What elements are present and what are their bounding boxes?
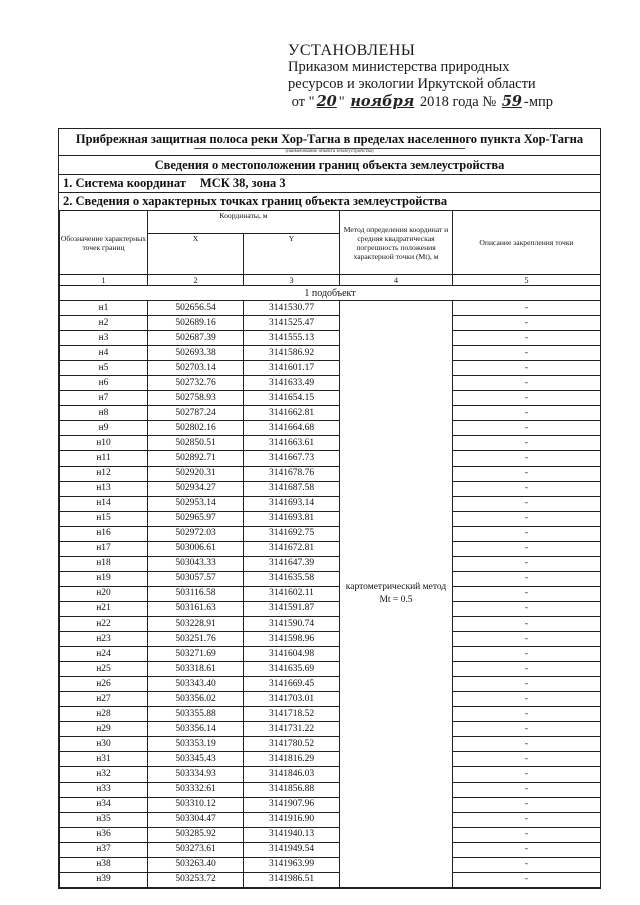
coord-x: 503343.40 bbox=[148, 677, 244, 692]
table-row bbox=[60, 511, 601, 526]
table-row bbox=[60, 541, 601, 556]
approval-title: УСТАНОВЛЕНЫ bbox=[288, 42, 416, 59]
section-heading: Сведения о местоположении границ объекта землеустройства bbox=[59, 155, 600, 174]
coord-x: 502732.76 bbox=[148, 376, 244, 391]
table-row bbox=[60, 556, 601, 571]
order-number: 59 bbox=[501, 93, 523, 110]
subobject-label: 1 подобъект bbox=[60, 286, 601, 301]
coord-x: 503345.43 bbox=[148, 752, 244, 767]
desc-cell: - bbox=[453, 496, 601, 511]
table-row bbox=[60, 451, 601, 466]
desc-cell: - bbox=[453, 827, 601, 842]
col-num-4: 4 bbox=[340, 275, 453, 286]
coord-x: 503332.61 bbox=[148, 782, 244, 797]
coord-y: 3141780.52 bbox=[244, 737, 340, 752]
table-row bbox=[60, 737, 601, 752]
table-row bbox=[60, 526, 601, 541]
coord-y: 3141986.51 bbox=[244, 872, 340, 887]
table-row bbox=[60, 722, 601, 737]
coord-x: 503161.63 bbox=[148, 601, 244, 616]
order-suffix: -мпр bbox=[524, 94, 554, 110]
coord-y: 3141647.39 bbox=[244, 556, 340, 571]
table-row bbox=[60, 842, 601, 857]
point-id: н37 bbox=[60, 842, 148, 857]
coord-y: 3141731.22 bbox=[244, 722, 340, 737]
table-row bbox=[60, 662, 601, 677]
coord-y: 3141856.88 bbox=[244, 782, 340, 797]
desc-cell: - bbox=[453, 662, 601, 677]
coord-x: 503356.14 bbox=[148, 722, 244, 737]
coord-y: 3141591.87 bbox=[244, 601, 340, 616]
table-row bbox=[60, 677, 601, 692]
col-num-2: 2 bbox=[148, 275, 244, 286]
point-id: н9 bbox=[60, 421, 148, 436]
point-id: н12 bbox=[60, 466, 148, 481]
point-id: н2 bbox=[60, 316, 148, 331]
desc-cell: - bbox=[453, 872, 601, 887]
date-day: 20 bbox=[316, 93, 337, 110]
coord-y: 3141940.13 bbox=[244, 827, 340, 842]
coord-x: 502850.51 bbox=[148, 436, 244, 451]
coord-y: 3141602.11 bbox=[244, 586, 340, 601]
desc-cell: - bbox=[453, 677, 601, 692]
coord-y: 3141525.47 bbox=[244, 316, 340, 331]
point-id: н17 bbox=[60, 541, 148, 556]
date-month: ноября bbox=[350, 93, 415, 110]
desc-cell: - bbox=[453, 466, 601, 481]
header-coords: Координаты, м bbox=[148, 211, 340, 234]
table-row bbox=[60, 616, 601, 631]
coord-x: 502656.54 bbox=[148, 301, 244, 316]
desc-cell: - bbox=[453, 331, 601, 346]
coord-y: 3141693.81 bbox=[244, 511, 340, 526]
coord-x: 502687.39 bbox=[148, 331, 244, 346]
section1-label: 1. Система координат bbox=[63, 176, 186, 190]
method-cell: картометрический метод Мt = 0.5 bbox=[340, 301, 453, 888]
header-point: Обозначение характерных точек границ bbox=[60, 211, 148, 275]
table-row bbox=[60, 752, 601, 767]
table-row bbox=[60, 376, 601, 391]
table-row bbox=[60, 586, 601, 601]
coord-y: 3141663.61 bbox=[244, 436, 340, 451]
title-caption: (наименование объекта землеустройства) bbox=[194, 148, 465, 155]
table-row bbox=[60, 782, 601, 797]
point-id: н23 bbox=[60, 632, 148, 647]
table-row bbox=[60, 346, 601, 361]
coord-y: 3141963.99 bbox=[244, 857, 340, 872]
desc-cell: - bbox=[453, 346, 601, 361]
table-row bbox=[60, 571, 601, 586]
header-desc: Описание закрепления точки bbox=[453, 211, 601, 275]
desc-cell: - bbox=[453, 391, 601, 406]
header-y: Y bbox=[244, 234, 340, 275]
desc-cell: - bbox=[453, 601, 601, 616]
coord-y: 3141601.17 bbox=[244, 361, 340, 376]
coord-x: 503318.61 bbox=[148, 662, 244, 677]
desc-cell: - bbox=[453, 737, 601, 752]
approval-stamp bbox=[288, 42, 588, 111]
table-row bbox=[60, 857, 601, 872]
table-row bbox=[60, 767, 601, 782]
coord-y: 3141604.98 bbox=[244, 647, 340, 662]
coord-x: 502689.16 bbox=[148, 316, 244, 331]
table-row bbox=[60, 707, 601, 722]
coord-y: 3141687.58 bbox=[244, 481, 340, 496]
desc-cell: - bbox=[453, 692, 601, 707]
coord-y: 3141635.58 bbox=[244, 571, 340, 586]
col-num-1: 1 bbox=[60, 275, 148, 286]
table-row bbox=[60, 391, 601, 406]
coord-x: 503263.40 bbox=[148, 857, 244, 872]
point-id: н11 bbox=[60, 451, 148, 466]
point-id: н16 bbox=[60, 526, 148, 541]
coord-y: 3141816.29 bbox=[244, 752, 340, 767]
point-id: н8 bbox=[60, 406, 148, 421]
table-row bbox=[60, 496, 601, 511]
table-row bbox=[60, 331, 601, 346]
desc-cell: - bbox=[453, 797, 601, 812]
desc-cell: - bbox=[453, 857, 601, 872]
coord-y: 3141672.81 bbox=[244, 541, 340, 556]
coord-x: 503310.12 bbox=[148, 797, 244, 812]
point-id: н5 bbox=[60, 361, 148, 376]
table-row bbox=[60, 421, 601, 436]
coord-x: 503285.92 bbox=[148, 827, 244, 842]
desc-cell: - bbox=[453, 316, 601, 331]
coord-x: 503273.61 bbox=[148, 842, 244, 857]
desc-cell: - bbox=[453, 586, 601, 601]
desc-cell: - bbox=[453, 436, 601, 451]
point-id: н25 bbox=[60, 662, 148, 677]
col-num-5: 5 bbox=[453, 275, 601, 286]
coord-y: 3141598.96 bbox=[244, 632, 340, 647]
desc-cell: - bbox=[453, 722, 601, 737]
table-row bbox=[60, 601, 601, 616]
table-row bbox=[60, 316, 601, 331]
document-form bbox=[58, 128, 601, 889]
desc-cell: - bbox=[453, 526, 601, 541]
point-id: н34 bbox=[60, 797, 148, 812]
point-id: н26 bbox=[60, 677, 148, 692]
coordinate-system-row bbox=[59, 174, 600, 192]
point-id: н3 bbox=[60, 331, 148, 346]
point-id: н4 bbox=[60, 346, 148, 361]
desc-cell: - bbox=[453, 767, 601, 782]
point-id: н29 bbox=[60, 722, 148, 737]
desc-cell: - bbox=[453, 421, 601, 436]
approval-ministry-line: ресурсов и экологии Иркутской области bbox=[288, 76, 536, 92]
coord-x: 503228.91 bbox=[148, 616, 244, 631]
coord-y: 3141846.03 bbox=[244, 767, 340, 782]
table-row bbox=[60, 301, 601, 316]
point-id: н38 bbox=[60, 857, 148, 872]
desc-cell: - bbox=[453, 481, 601, 496]
point-id: н33 bbox=[60, 782, 148, 797]
coord-y: 3141678.76 bbox=[244, 466, 340, 481]
coord-y: 3141654.15 bbox=[244, 391, 340, 406]
date-prefix: от " bbox=[291, 94, 315, 110]
table-row bbox=[60, 812, 601, 827]
coord-x: 502703.14 bbox=[148, 361, 244, 376]
desc-cell: - bbox=[453, 556, 601, 571]
table-row bbox=[60, 361, 601, 376]
desc-cell: - bbox=[453, 361, 601, 376]
table-row bbox=[60, 692, 601, 707]
table-row bbox=[60, 406, 601, 421]
desc-cell: - bbox=[453, 707, 601, 722]
coord-y: 3141586.92 bbox=[244, 346, 340, 361]
approval-order-line: Приказом министерства природных bbox=[288, 59, 510, 75]
coord-y: 3141662.81 bbox=[244, 406, 340, 421]
point-id: н6 bbox=[60, 376, 148, 391]
points-table bbox=[59, 210, 601, 888]
coord-y: 3141692.75 bbox=[244, 526, 340, 541]
desc-cell: - bbox=[453, 842, 601, 857]
coord-x: 503043.33 bbox=[148, 556, 244, 571]
desc-cell: - bbox=[453, 632, 601, 647]
point-id: н21 bbox=[60, 601, 148, 616]
coord-x: 502934.27 bbox=[148, 481, 244, 496]
date-year: 2018 года № bbox=[419, 94, 497, 110]
point-id: н7 bbox=[60, 391, 148, 406]
coord-y: 3141555.13 bbox=[244, 331, 340, 346]
section1-value: МСК 38, зона 3 bbox=[199, 176, 286, 190]
coord-y: 3141907.96 bbox=[244, 797, 340, 812]
coord-x: 503251.76 bbox=[148, 632, 244, 647]
table-row bbox=[60, 647, 601, 662]
coord-x: 503006.61 bbox=[148, 541, 244, 556]
table-row bbox=[60, 797, 601, 812]
header-x: X bbox=[148, 234, 244, 275]
header-method: Метод определения координат и средняя квадратическая погрешность положения характерной точки (Мt), м bbox=[340, 211, 453, 275]
table-row bbox=[60, 827, 601, 842]
desc-cell: - bbox=[453, 541, 601, 556]
coord-x: 503353.19 bbox=[148, 737, 244, 752]
table-row bbox=[60, 632, 601, 647]
coord-x: 502787.24 bbox=[148, 406, 244, 421]
coord-y: 3141667.73 bbox=[244, 451, 340, 466]
coord-x: 503271.69 bbox=[148, 647, 244, 662]
desc-cell: - bbox=[453, 301, 601, 316]
coord-x: 502972.03 bbox=[148, 526, 244, 541]
desc-cell: - bbox=[453, 752, 601, 767]
table-row bbox=[60, 436, 601, 451]
approval-date-line bbox=[288, 93, 588, 111]
point-id: н31 bbox=[60, 752, 148, 767]
point-id: н30 bbox=[60, 737, 148, 752]
table-row bbox=[60, 481, 601, 496]
point-id: н39 bbox=[60, 872, 148, 887]
coord-x: 503057.57 bbox=[148, 571, 244, 586]
point-id: н19 bbox=[60, 571, 148, 586]
coord-y: 3141530.77 bbox=[244, 301, 340, 316]
coord-y: 3141664.68 bbox=[244, 421, 340, 436]
point-id: н24 bbox=[60, 647, 148, 662]
section2-heading: 2. Сведения о характерных точках границ объекта землеустройства bbox=[59, 192, 600, 210]
desc-cell: - bbox=[453, 511, 601, 526]
point-id: н10 bbox=[60, 436, 148, 451]
coord-x: 502965.97 bbox=[148, 511, 244, 526]
coord-x: 503356.02 bbox=[148, 692, 244, 707]
col-num-3: 3 bbox=[244, 275, 340, 286]
coord-y: 3141916.90 bbox=[244, 812, 340, 827]
coord-x: 502892.71 bbox=[148, 451, 244, 466]
point-id: н27 bbox=[60, 692, 148, 707]
desc-cell: - bbox=[453, 782, 601, 797]
point-id: н36 bbox=[60, 827, 148, 842]
point-id: н22 bbox=[60, 616, 148, 631]
coord-x: 502802.16 bbox=[148, 421, 244, 436]
desc-cell: - bbox=[453, 647, 601, 662]
point-id: н18 bbox=[60, 556, 148, 571]
point-id: н32 bbox=[60, 767, 148, 782]
coord-x: 502953.14 bbox=[148, 496, 244, 511]
coord-x: 503334.93 bbox=[148, 767, 244, 782]
desc-cell: - bbox=[453, 451, 601, 466]
coord-x: 502758.93 bbox=[148, 391, 244, 406]
point-id: н35 bbox=[60, 812, 148, 827]
table-row bbox=[60, 872, 601, 887]
coord-y: 3141635.69 bbox=[244, 662, 340, 677]
table-row bbox=[60, 466, 601, 481]
desc-cell: - bbox=[453, 571, 601, 586]
coord-x: 502920.31 bbox=[148, 466, 244, 481]
coord-y: 3141590.74 bbox=[244, 616, 340, 631]
point-id: н15 bbox=[60, 511, 148, 526]
coord-y: 3141633.49 bbox=[244, 376, 340, 391]
coord-x: 503116.58 bbox=[148, 586, 244, 601]
points-body bbox=[60, 301, 601, 888]
coord-x: 502693.38 bbox=[148, 346, 244, 361]
date-quote: " bbox=[338, 94, 345, 110]
point-id: н28 bbox=[60, 707, 148, 722]
coord-x: 503304.47 bbox=[148, 812, 244, 827]
point-id: н20 bbox=[60, 586, 148, 601]
coord-y: 3141669.45 bbox=[244, 677, 340, 692]
coord-x: 503253.72 bbox=[148, 872, 244, 887]
point-id: н14 bbox=[60, 496, 148, 511]
document-title: Прибрежная защитная полоса реки Хор-Тагна в пределах населенного пункта Хор-Тагна bbox=[75, 132, 584, 146]
desc-cell: - bbox=[453, 812, 601, 827]
point-id: н13 bbox=[60, 481, 148, 496]
desc-cell: - bbox=[453, 406, 601, 421]
point-id: н1 bbox=[60, 301, 148, 316]
coord-y: 3141693.14 bbox=[244, 496, 340, 511]
desc-cell: - bbox=[453, 616, 601, 631]
desc-cell: - bbox=[453, 376, 601, 391]
coord-y: 3141718.52 bbox=[244, 707, 340, 722]
coord-y: 3141703.01 bbox=[244, 692, 340, 707]
coord-y: 3141949.54 bbox=[244, 842, 340, 857]
coord-x: 503355.88 bbox=[148, 707, 244, 722]
